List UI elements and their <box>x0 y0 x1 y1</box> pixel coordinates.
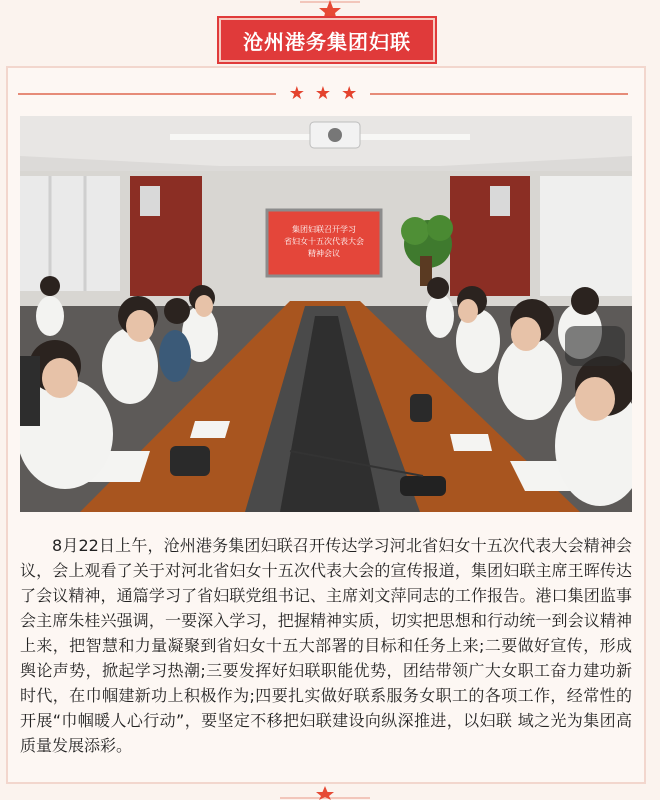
screen-line: 精神会议 <box>308 249 340 258</box>
meeting-photo <box>20 116 632 512</box>
screen-line: 集团妇联召开学习 <box>292 225 356 234</box>
star-icon: ★ <box>314 83 332 104</box>
star-icon: ★ <box>288 83 305 104</box>
star-row <box>276 82 370 106</box>
divider-right <box>370 93 628 95</box>
divider-left <box>18 93 276 95</box>
screen-line: 省妇女十五次代表大会 <box>284 237 364 246</box>
star-icon: ★ <box>341 83 358 104</box>
article-paragraph: 8月22日上午，沧州港务集团妇联召开传达学习河北省妇女十五次代表大会精神会议，会上观看了关于对河北省妇女十五次代表大会的宣传报道，集团妇联主席王晖传达了会议精神，通篇学习了省妇联党组书记、主席刘文萍同志的工作报告。港口集团监事会主席朱桂兴强调，一要深入学习，把握精神实质，切实把思想和行动统一到会议精神上来，把智慧和力量凝聚到省妇女十五大部署的目标和任务上来;二要做好宣传，形成舆论声势，掀起学习热潮;三要发挥好妇联职能优势，团结带领广大女职工奋力建功新时代，在巾帼建新功上积极作为;四要扎实做好联系服务女职工的各项工作，经常性的开展“巾帼暖人心行动”，要坚定不移把妇联建设向纵深推进，以妇联 域之光为集团高质量发展添彩。 <box>20 536 632 755</box>
bottom-ornament <box>280 784 370 800</box>
page-title: 沧州港务集团妇联 <box>219 18 435 62</box>
